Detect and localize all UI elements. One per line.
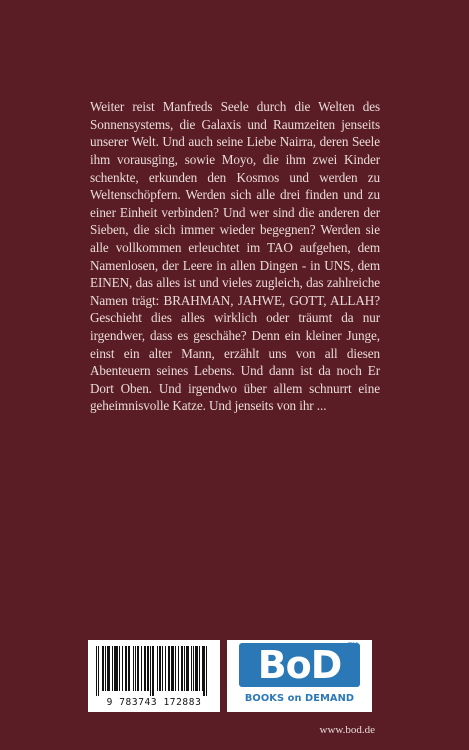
barcode-bar: [117, 646, 118, 691]
barcode-bar: [159, 646, 160, 691]
barcode-bar: [145, 646, 146, 691]
barcode-bar: [171, 646, 173, 691]
trademark-mark: TM: [347, 642, 358, 649]
barcode-bar: [141, 646, 142, 691]
barcode-bar: [168, 646, 169, 691]
barcode-bar: [184, 646, 185, 691]
barcode-bar: [112, 646, 113, 691]
barcode-bar: [114, 646, 115, 691]
barcode-bar: [173, 646, 174, 691]
barcode-bar: [150, 646, 151, 696]
barcode-bar: [202, 646, 203, 691]
barcode-bar: [178, 646, 179, 691]
barcode-bar: [144, 646, 145, 691]
blurb-text: Weiter reist Manfreds Seele durch die Welten des Sonnensystems, die Galaxis und Raumzeiten jenseits unserer Welt. Und auch seine Liebe Nairra, deren Seele ihm vorausging, sowie Moyo, die ihm zwei Kinder schenkte, erkunden den Kosmos und werden zu Weltenschöpfern. Werden sich alle drei finden und zu einer Einheit verbinden? Und wer sind die anderen der Sieben, die sich immer wieder begegnen? Werden sie alle vollkommen erleuchtet im TAO aufgehen, dem Namenlosen, der Leere in allen Dingen - in UNS, dem EINEN, das alles ist und vieles zugleich, das zahlreiche Namen trägt: BRAHMAN, JAHWE, GOTT, ALLAH? Geschieht dies alles wirklich oder träumt da nur irgendwer, dass es geschähe? Denn ein kleiner Junge, einst ein alter Mann, erzählt uns von all diesen Abenteuern seines Lebens. Und dann ist da noch Er Dort Oben. Und irgendwo über allem schnurrt eine geheimnisvolle Katze. Und jenseits von ihr ...: [90, 99, 380, 414]
barcode-bar: [137, 646, 138, 691]
barcode-bar: [147, 646, 149, 691]
isbn-number: 9 783743 172883: [106, 697, 202, 708]
barcode-bar: [193, 646, 194, 691]
barcode-bar: [133, 646, 134, 691]
barcode-bar: [115, 646, 117, 691]
publisher-website: www.bod.de: [319, 724, 375, 736]
barcode-bars: [94, 646, 214, 696]
barcode-bar: [122, 646, 123, 691]
barcode-bar: [125, 646, 126, 691]
barcode-bar: [138, 646, 139, 691]
barcode-bar: [162, 646, 163, 691]
barcode-bar: [169, 646, 170, 691]
barcode-bar: [191, 646, 192, 691]
barcode: [88, 640, 220, 712]
barcode-bar: [129, 646, 130, 691]
barcode-bar: [105, 646, 106, 691]
barcode-bar: [160, 646, 161, 691]
barcode-bar: [107, 646, 109, 691]
barcode-bar: [126, 646, 127, 691]
barcode-bar: [165, 646, 166, 691]
publisher-tagline: BOOKS on DEMAND: [244, 693, 355, 704]
barcode-bar: [128, 646, 129, 691]
bod-logo: BoD: [239, 643, 360, 687]
barcode-bar: [195, 646, 197, 691]
barcode-bar: [181, 646, 182, 691]
barcode-bar: [153, 646, 154, 696]
barcode-bar: [109, 646, 110, 691]
barcode-bar: [203, 646, 205, 696]
barcode-bar: [186, 646, 187, 691]
barcode-bar: [103, 646, 104, 691]
barcode-bar: [199, 646, 200, 691]
barcode-bar: [197, 646, 198, 691]
barcode-bar: [175, 646, 176, 691]
barcode-bar: [157, 646, 158, 691]
barcode-bar: [102, 646, 103, 691]
barcode-bar: [98, 646, 99, 696]
barcode-bar: [182, 646, 183, 691]
barcode-bar: [152, 646, 153, 696]
barcode-bar: [96, 646, 97, 696]
barcode-bar: [119, 646, 120, 691]
barcode-bar: [135, 646, 136, 691]
barcode-bar: [206, 646, 207, 696]
publisher-logo-box: [227, 640, 372, 712]
barcode-bar: [187, 646, 189, 691]
